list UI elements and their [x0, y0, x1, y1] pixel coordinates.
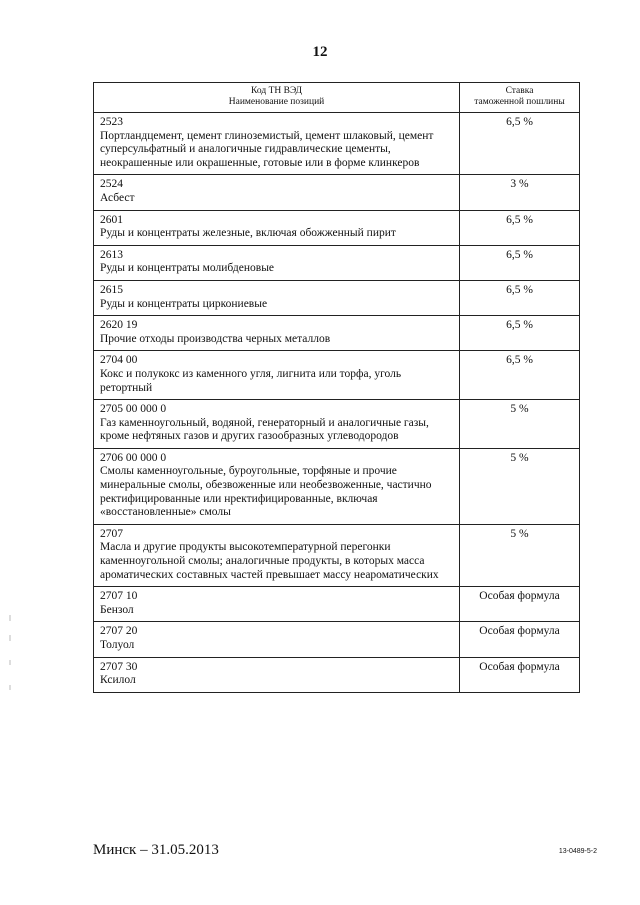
duty-rate: 6,5 % [460, 316, 580, 351]
table-row [94, 524, 580, 586]
table-row [94, 280, 580, 315]
table-row [94, 587, 580, 622]
duty-rate: 6,5 % [460, 210, 580, 245]
position-cell [94, 622, 460, 657]
table-body [94, 113, 580, 693]
duty-rate: 6,5 % [460, 245, 580, 280]
position-cell [94, 245, 460, 280]
duty-rate: 6,5 % [460, 351, 580, 400]
header-name-label: Наименование позиций [228, 97, 325, 107]
position-cell [94, 316, 460, 351]
table-row [94, 245, 580, 280]
table-row [94, 351, 580, 400]
margin-scan-marks [8, 615, 12, 695]
footer-place-date: Минск – 31.05.2013 [93, 842, 219, 858]
tn-ved-code: 2707 10 [100, 590, 138, 603]
tn-ved-code: 2707 20 [100, 625, 138, 638]
position-name: Прочие отходы производства черных металлов [100, 332, 331, 345]
position-name: Руды и концентраты железные, включая обожженный пирит [100, 227, 396, 240]
duty-rate: 3 % [460, 175, 580, 210]
header-rate-column [460, 83, 580, 113]
duty-rate: Особая формула [460, 622, 580, 657]
table-row [94, 175, 580, 210]
duty-rate: Особая формула [460, 657, 580, 692]
table-row [94, 316, 580, 351]
tariff-table [93, 82, 580, 693]
position-cell [94, 210, 460, 245]
duty-rate: 5 % [460, 524, 580, 586]
table-row [94, 622, 580, 657]
header-rate-sublabel: таможенной пошлины [474, 97, 565, 107]
position-name: Масла и другие продукты высокотемпературной перегонки каменноугольной смолы; аналогичные продукты, в которых масса ароматических составных частей превышает массу неароматических [100, 541, 439, 581]
position-name: Ксилол [100, 674, 136, 687]
position-name: Бензол [100, 603, 134, 616]
tn-ved-code: 2523 [100, 116, 123, 128]
duty-rate: 5 % [460, 448, 580, 524]
position-name: Смолы каменноугольные, буроугольные, торфяные и прочие минеральные смолы, обезвоженные или необезвоженные, частично ректифицированные или нректифицированные, включая «восстановленные» смолы [100, 465, 432, 519]
position-name: Портландцемент, цемент глиноземистый, цемент шлаковый, цемент суперсульфатный и аналогичные гидравлические цементы, неокрашенные или окрашенные, готовые или в форме клинкеров [100, 129, 434, 169]
table-row [94, 657, 580, 692]
position-name: Асбест [100, 191, 135, 204]
tn-ved-code: 2524 [100, 178, 123, 191]
position-name: Руды и концентраты циркониевые [100, 297, 268, 310]
duty-rate: Особая формула [460, 587, 580, 622]
duty-rate: 5 % [460, 400, 580, 449]
position-name: Кокс и полукокс из каменного угля, лигнита или торфа, уголь ретортный [100, 367, 402, 394]
tn-ved-code: 2707 30 [100, 660, 138, 673]
table-row [94, 400, 580, 449]
position-cell [94, 448, 460, 524]
position-name: Газ каменноугольный, водяной, генераторный и аналогичные газы, кроме нефтяных газов и других газообразных углеводородов [100, 416, 429, 443]
footer-doc-number: 13-0489-5-2 [558, 848, 597, 855]
table-row [94, 210, 580, 245]
position-cell [94, 400, 460, 449]
position-cell [94, 657, 460, 692]
position-cell [94, 280, 460, 315]
tn-ved-code: 2613 [100, 248, 123, 261]
tn-ved-code: 2706 00 000 0 [100, 451, 167, 464]
tn-ved-code: 2601 [100, 213, 123, 226]
header-rate-label: Ставка [505, 86, 534, 96]
table-row [94, 113, 580, 175]
position-cell [94, 113, 460, 175]
header-code-label: Код ТН ВЭД [251, 86, 302, 96]
tn-ved-code: 2707 [100, 527, 123, 540]
tn-ved-code: 2705 00 000 0 [100, 403, 167, 416]
table-row [94, 448, 580, 524]
tn-ved-code: 2704 00 [100, 354, 138, 367]
position-name: Толуол [100, 639, 135, 651]
tn-ved-code: 2615 [100, 283, 123, 296]
position-name: Руды и концентраты молибденовые [100, 262, 275, 275]
position-cell [94, 524, 460, 586]
header-name-column [94, 83, 460, 113]
position-cell [94, 351, 460, 400]
position-cell [94, 175, 460, 210]
page-number: 12 [312, 44, 328, 60]
table-header [94, 83, 580, 113]
duty-rate: 6,5 % [460, 280, 580, 315]
duty-rate: 6,5 % [460, 113, 580, 175]
position-cell [94, 587, 460, 622]
tn-ved-code: 2620 19 [100, 319, 138, 332]
